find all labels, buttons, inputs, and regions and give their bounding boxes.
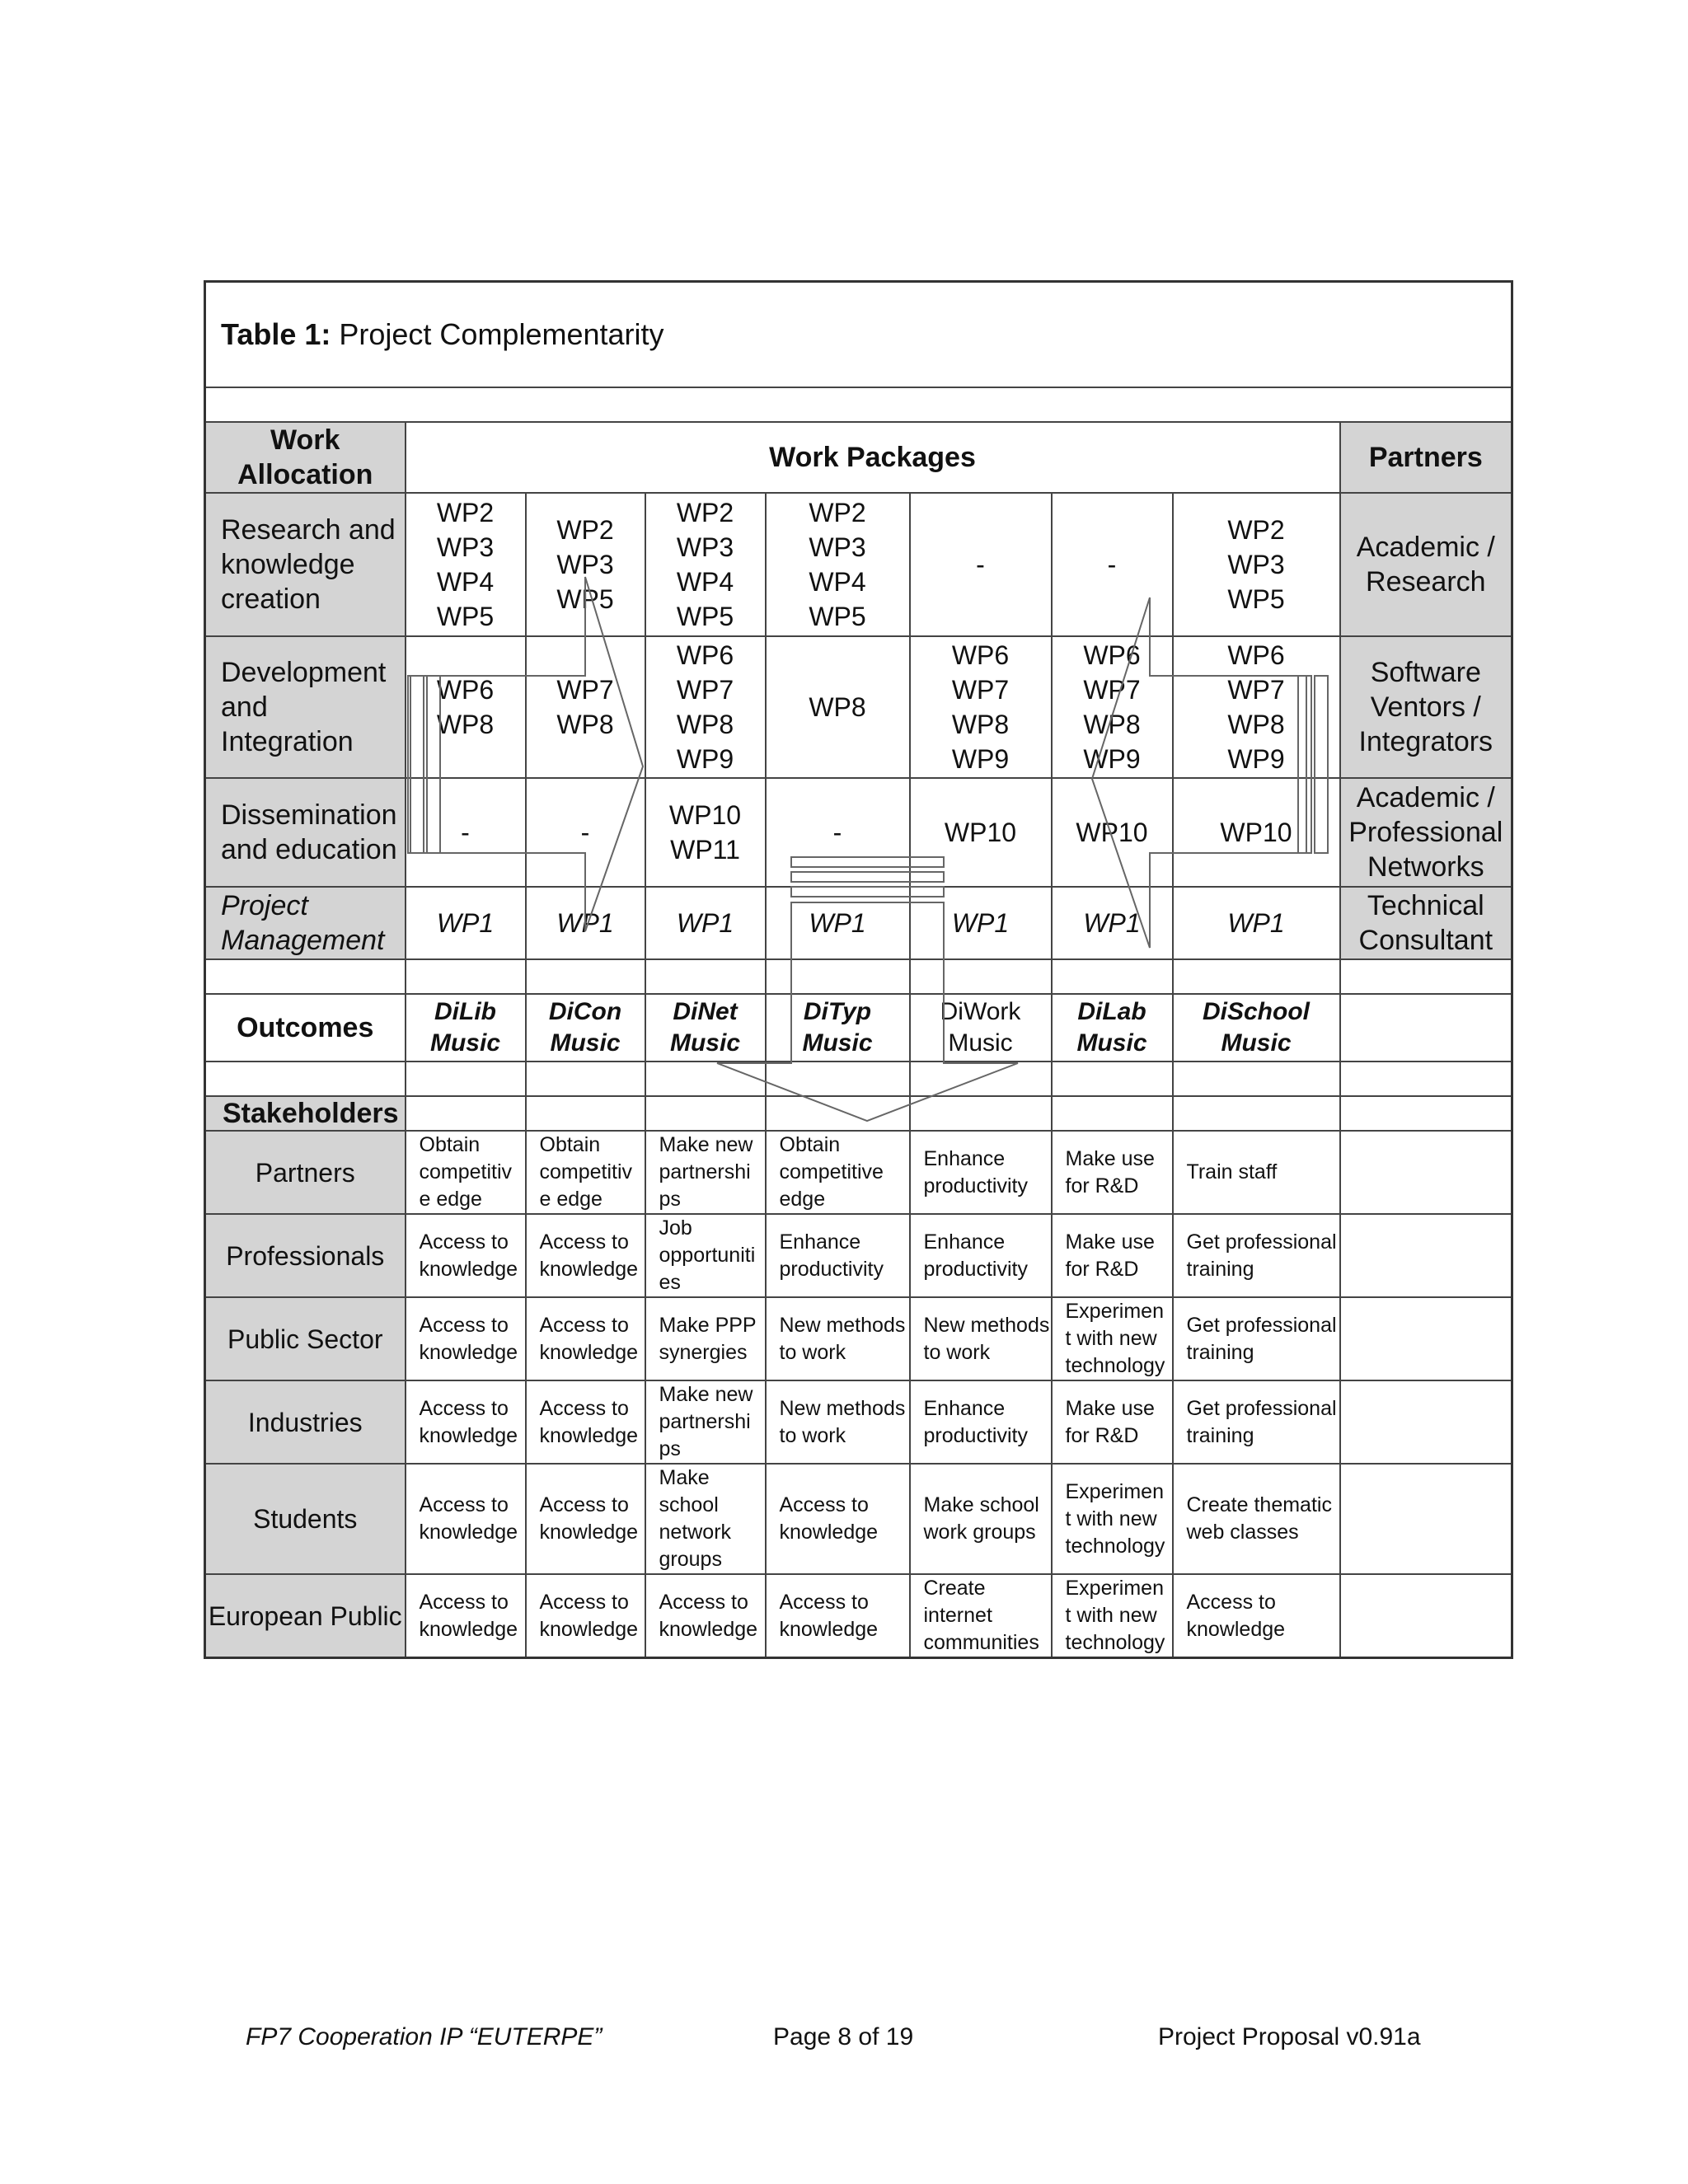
stakeholder-benefit-cell: Enhance productivity	[910, 1380, 1052, 1464]
header-work-allocation: Work Allocation	[205, 422, 406, 493]
work-package-cell: -	[406, 778, 526, 887]
work-package-cell: WP1	[1173, 887, 1340, 959]
empty-cell	[1340, 994, 1512, 1062]
stakeholder-benefit-cell: Make use for R&D	[1052, 1214, 1173, 1297]
row-label: Research and knowledge creation	[205, 493, 406, 636]
outcome-cell: DiLib Music	[406, 994, 526, 1062]
work-package-cell: -	[1052, 493, 1173, 636]
stakeholder-benefit-cell: Enhance productivity	[910, 1131, 1052, 1214]
work-package-cell: WP10	[1173, 778, 1340, 887]
work-package-cell: WP6 WP7 WP8 WP9	[1173, 636, 1340, 778]
stakeholder-benefit-cell: Make new partnershi ps	[645, 1380, 766, 1464]
stakeholder-row	[205, 1297, 1512, 1380]
stakeholder-benefit-cell: Experimen t with new technology	[1052, 1464, 1173, 1574]
stakeholder-label: Professionals	[205, 1214, 406, 1297]
work-package-cell: WP2 WP3 WP4 WP5	[645, 493, 766, 636]
work-package-cell: WP6 WP7 WP8 WP9	[1052, 636, 1173, 778]
outcome-cell: DiCon Music	[526, 994, 645, 1062]
work-package-cell: WP1	[645, 887, 766, 959]
work-package-cell: WP2 WP3 WP5	[526, 493, 645, 636]
empty-cell	[1340, 1214, 1512, 1297]
spacer-cell	[205, 1062, 406, 1096]
stakeholder-label: Students	[205, 1464, 406, 1574]
stakeholder-benefit-cell: Make school work groups	[910, 1464, 1052, 1574]
empty-cell	[1340, 1131, 1512, 1214]
row-label: Project Management	[205, 887, 406, 959]
work-package-cell: WP2 WP3 WP5	[1173, 493, 1340, 636]
outcome-cell: DiWork Music	[910, 994, 1052, 1062]
work-package-cell: WP6 WP7 WP8 WP9	[645, 636, 766, 778]
stakeholder-benefit-cell: Enhance productivity	[766, 1214, 910, 1297]
work-package-cell: WP6 WP7 WP8 WP9	[910, 636, 1052, 778]
stakeholder-benefit-cell: Job opportuniti es	[645, 1214, 766, 1297]
work-allocation-rows	[205, 493, 1512, 959]
work-package-cell: WP8	[766, 636, 910, 778]
work-package-cell: WP1	[910, 887, 1052, 959]
partner-cell: Academic / Research	[1340, 493, 1512, 636]
table-caption-text: Project Complementarity	[331, 317, 664, 351]
work-package-cell: WP7 WP8	[526, 636, 645, 778]
stakeholder-benefit-cell: Train staff	[1173, 1131, 1340, 1214]
stakeholder-benefit-cell: Obtain competitiv e edge	[406, 1131, 526, 1214]
work-allocation-row	[205, 636, 1512, 778]
work-package-cell: WP2 WP3 WP4 WP5	[766, 493, 910, 636]
footer-document-version: Project Proposal v0.91a	[1158, 2023, 1421, 2050]
stakeholder-benefit-cell: Access to knowledge	[526, 1297, 645, 1380]
outcome-cell: DiTyp Music	[766, 994, 910, 1062]
stakeholder-rows	[205, 1131, 1512, 1658]
stakeholder-benefit-cell: Make use for R&D	[1052, 1131, 1173, 1214]
stakeholder-benefit-cell: New methods to work	[766, 1380, 910, 1464]
work-allocation-row	[205, 887, 1512, 959]
row-label: Development and Integration	[205, 636, 406, 778]
stakeholder-row	[205, 1574, 1512, 1658]
spacer-cell	[205, 959, 406, 994]
work-package-cell: WP1	[526, 887, 645, 959]
spacer-row	[205, 387, 1512, 422]
stakeholder-row	[205, 1131, 1512, 1214]
work-allocation-row	[205, 493, 1512, 636]
stakeholder-benefit-cell: Make new partnershi ps	[645, 1131, 766, 1214]
stakeholder-benefit-cell: Get professional training	[1173, 1380, 1340, 1464]
empty-cell	[1340, 1380, 1512, 1464]
stakeholder-row	[205, 1464, 1512, 1574]
work-package-cell: WP1	[766, 887, 910, 959]
stakeholder-benefit-cell: Obtain competitiv e edge	[526, 1131, 645, 1214]
partner-cell: Academic / Professional Networks	[1340, 778, 1512, 887]
partner-cell: Software Ventors / Integrators	[1340, 636, 1512, 778]
work-package-cell: WP2 WP3 WP4 WP5	[406, 493, 526, 636]
header-partners: Partners	[1340, 422, 1512, 493]
row-label: Dissemination and education	[205, 778, 406, 887]
stakeholder-row	[205, 1214, 1512, 1297]
work-package-cell: -	[766, 778, 910, 887]
work-package-cell: WP6 WP8	[406, 636, 526, 778]
stakeholder-benefit-cell: Access to knowledge	[526, 1380, 645, 1464]
stakeholder-benefit-cell: Access to knowledge	[406, 1380, 526, 1464]
stakeholder-benefit-cell: Access to knowledge	[406, 1574, 526, 1658]
stakeholder-label: Public Sector	[205, 1297, 406, 1380]
outcome-cell: DiSchool Music	[1173, 994, 1340, 1062]
stakeholder-label: Industries	[205, 1380, 406, 1464]
outcomes-label: Outcomes	[205, 994, 406, 1062]
work-package-cell: WP1	[406, 887, 526, 959]
empty-cell	[1340, 1297, 1512, 1380]
outcome-cell: DiNet Music	[645, 994, 766, 1062]
stakeholders-header: Stakeholders	[205, 1096, 406, 1131]
work-package-cell: WP1	[1052, 887, 1173, 959]
outcomes-row	[205, 994, 1512, 1062]
stakeholder-row	[205, 1380, 1512, 1464]
stakeholder-benefit-cell: Access to knowledge	[1173, 1574, 1340, 1658]
work-package-cell: WP10	[910, 778, 1052, 887]
project-complementarity-table	[204, 280, 1513, 1659]
stakeholder-label: Partners	[205, 1131, 406, 1214]
work-package-cell: -	[526, 778, 645, 887]
stakeholder-benefit-cell: Access to knowledge	[766, 1464, 910, 1574]
stakeholder-benefit-cell: Experimen t with new technology	[1052, 1297, 1173, 1380]
stakeholder-benefit-cell: Obtain competitive edge	[766, 1131, 910, 1214]
stakeholder-benefit-cell: Make school network groups	[645, 1464, 766, 1574]
work-package-cell: WP10	[1052, 778, 1173, 887]
stakeholder-benefit-cell: Access to knowledge	[766, 1574, 910, 1658]
empty-cell	[1340, 1574, 1512, 1658]
stakeholder-benefit-cell: Access to knowledge	[406, 1214, 526, 1297]
stakeholder-benefit-cell: Access to knowledge	[526, 1574, 645, 1658]
stakeholder-benefit-cell: Make PPP synergies	[645, 1297, 766, 1380]
footer-page-number: Page 8 of 19	[773, 2023, 914, 2050]
stakeholder-benefit-cell: Get professional training	[1173, 1214, 1340, 1297]
outcome-cell: DiLab Music	[1052, 994, 1173, 1062]
work-allocation-row	[205, 778, 1512, 887]
stakeholder-benefit-cell: Access to knowledge	[645, 1574, 766, 1658]
stakeholder-benefit-cell: Create thematic web classes	[1173, 1464, 1340, 1574]
stakeholder-label: European Public	[205, 1574, 406, 1658]
stakeholder-benefit-cell: Create internet communities	[910, 1574, 1052, 1658]
table-caption-label: Table 1:	[221, 317, 331, 351]
partner-cell: Technical Consultant	[1340, 887, 1512, 959]
stakeholder-benefit-cell: New methods to work	[910, 1297, 1052, 1380]
stakeholder-benefit-cell: Access to knowledge	[526, 1214, 645, 1297]
stakeholder-benefit-cell: Access to knowledge	[406, 1464, 526, 1574]
stakeholder-benefit-cell: Enhance productivity	[910, 1214, 1052, 1297]
stakeholder-benefit-cell: Make use for R&D	[1052, 1380, 1173, 1464]
empty-cell	[1340, 1464, 1512, 1574]
stakeholder-benefit-cell: Access to knowledge	[526, 1464, 645, 1574]
work-package-cell: WP10 WP11	[645, 778, 766, 887]
work-package-cell: -	[910, 493, 1052, 636]
header-work-packages: Work Packages	[406, 422, 1340, 493]
stakeholder-benefit-cell: Access to knowledge	[406, 1297, 526, 1380]
table-caption	[205, 282, 1512, 388]
stakeholder-benefit-cell: Experimen t with new technology	[1052, 1574, 1173, 1658]
stakeholder-benefit-cell: New methods to work	[766, 1297, 910, 1380]
footer-project-name: FP7 Cooperation IP “EUTERPE”	[246, 2023, 603, 2050]
stakeholder-benefit-cell: Get professional training	[1173, 1297, 1340, 1380]
